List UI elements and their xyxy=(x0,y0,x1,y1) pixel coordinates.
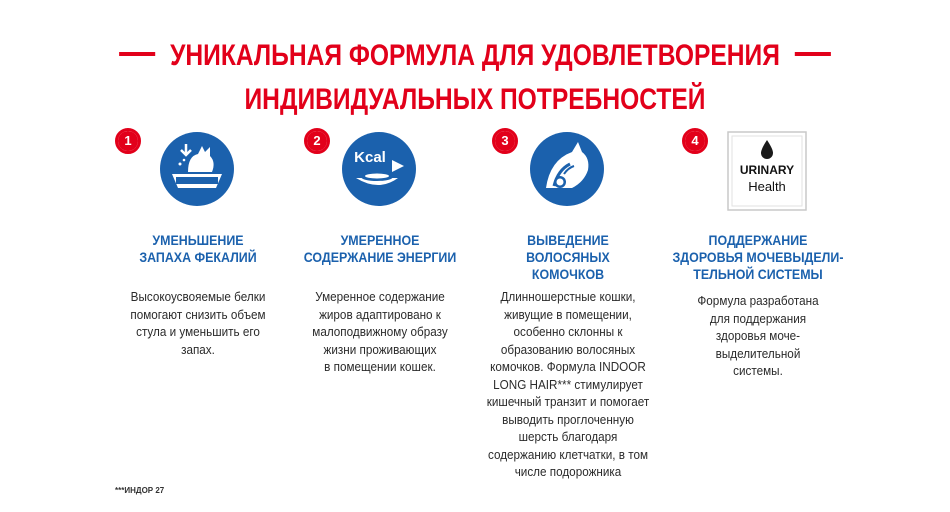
title-line-2: ИНДИВИДУАЛЬНЫХ ПОТРЕБНОСТЕЙ xyxy=(244,83,706,116)
feature-heading: ВЫВЕДЕНИЕ ВОЛОСЯНЫХ КОМОЧКОВ xyxy=(526,233,610,282)
title-dash-left xyxy=(119,52,155,56)
feature-description: Длинношерстные кошки, живущие в помещении, особенно склонны к образованию волосяных комочков. Формула INDOOR LONG HAIR*** стимулирует кишечный транзит и помогает выводить проглоченную шерсть благодаря содержанию клетчатки, в том числе подорожника xyxy=(486,289,650,479)
feature-heading: УМЕРЕННОЕ СОДЕРЖАНИЕ ЭНЕРГИИ xyxy=(303,233,457,265)
title-dash-right xyxy=(795,52,831,56)
step-number-badge: 2 xyxy=(304,128,330,154)
feature-description: Формула разработана для поддержания здоровья моче- выделительной системы. xyxy=(697,293,819,378)
page-title xyxy=(86,34,865,122)
footnote: ***ИНДОР 27 xyxy=(115,486,165,495)
title-line-1: УНИКАЛЬНАЯ ФОРМУЛА ДЛЯ УДОВЛЕТВОРЕНИЯ xyxy=(170,39,780,72)
urinary-health-icon xyxy=(726,130,808,212)
svg-text:Kcal: Kcal xyxy=(354,149,386,166)
svg-text:Health: Health xyxy=(748,179,786,194)
litter-box-cat-icon xyxy=(158,130,236,208)
kcal-bowl-icon xyxy=(340,130,418,208)
step-number-badge: 1 xyxy=(115,128,141,154)
feature-description: Умеренное содержание жиров адаптировано к малоподвижному образу жизни проживающих в помещении кошек. xyxy=(312,289,448,374)
cat-hairball-icon xyxy=(528,130,606,208)
step-number-badge: 3 xyxy=(492,128,518,154)
feature-heading: УМЕНЬШЕНИЕ ЗАПАХА ФЕКАЛИЙ xyxy=(139,233,257,265)
feature-description: Высокоусвояемые белки помогают снизить объем стула и уменьшить его запах. xyxy=(130,289,266,357)
svg-text:URINARY: URINARY xyxy=(739,163,795,177)
step-number-badge: 4 xyxy=(682,128,708,154)
feature-heading: ПОДДЕРЖАНИЕ ЗДОРОВЬЯ МОЧЕВЫДЕЛИ- ТЕЛЬНОЙ СИСТЕМЫ xyxy=(672,233,844,282)
